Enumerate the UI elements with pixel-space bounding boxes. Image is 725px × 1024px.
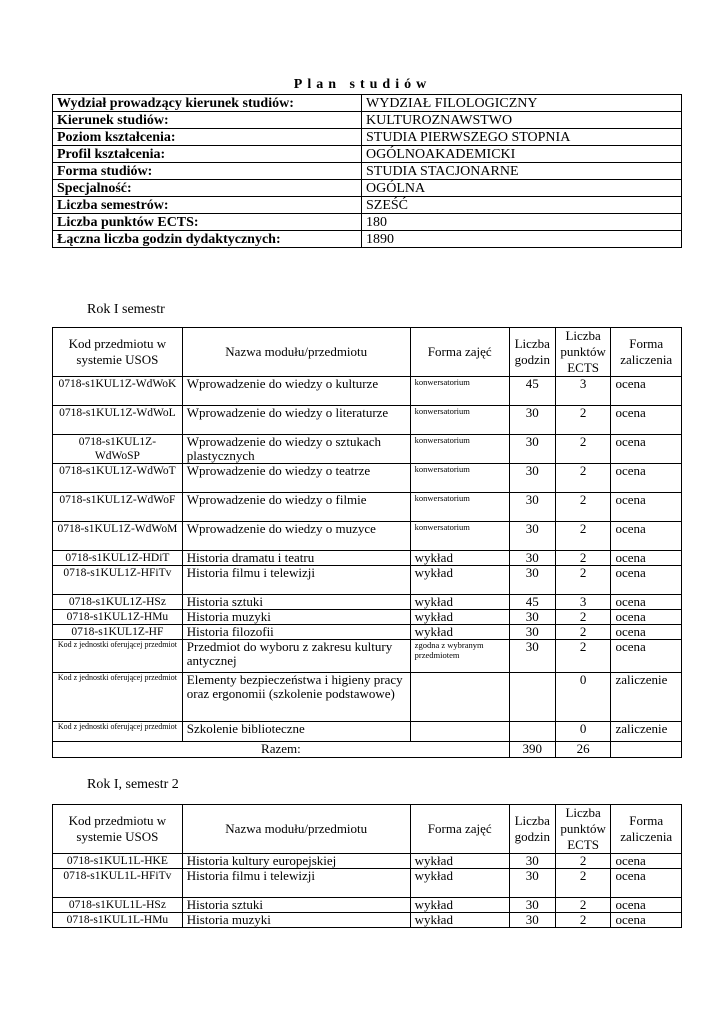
course-assessment: zaliczenie [611, 673, 682, 722]
course-code: 0718-s1KUL1Z-WdWoL [53, 406, 183, 435]
course-ects: 2 [555, 898, 611, 913]
course-form: konwersatorium [410, 406, 509, 435]
total-label: Razem: [53, 742, 510, 758]
header-assessment: Forma zaliczenia [611, 328, 682, 377]
course-assessment: ocena [611, 595, 682, 610]
course-assessment: ocena [611, 625, 682, 640]
course-assessment: zaliczenie [611, 722, 682, 742]
course-ects: 2 [555, 493, 611, 522]
info-value: WYDZIAŁ FILOLOGICZNY [362, 95, 682, 112]
course-name: Historia sztuki [182, 595, 410, 610]
header-name: Nazwa modułu/przedmiotu [182, 328, 410, 377]
course-form: wykład [410, 595, 509, 610]
info-label: Liczba semestrów: [53, 197, 362, 214]
course-hours: 30 [509, 913, 555, 928]
course-hours: 30 [509, 493, 555, 522]
course-name: Wprowadzenie do wiedzy o sztukach plastycznych [182, 435, 410, 464]
course-hours: 45 [509, 595, 555, 610]
course-assessment: ocena [611, 854, 682, 869]
course-row [53, 869, 682, 898]
course-name: Wprowadzenie do wiedzy o muzyce [182, 522, 410, 551]
course-assessment: ocena [611, 522, 682, 551]
course-hours: 30 [509, 625, 555, 640]
course-code: 0718-s1KUL1Z-HF [53, 625, 183, 640]
page-title: Plan studiów [293, 77, 432, 92]
course-assessment: ocena [611, 435, 682, 464]
header-form: Forma zajęć [410, 805, 509, 854]
course-ects: 3 [555, 595, 611, 610]
info-row [53, 112, 682, 129]
course-hours [509, 722, 555, 742]
info-value: OGÓLNA [362, 180, 682, 197]
course-code: 0718-s1KUL1Z-HMu [53, 610, 183, 625]
info-value: KULTUROZNAWSTWO [362, 112, 682, 129]
course-name: Elementy bezpieczeństwa i higieny pracy oraz ergonomii (szkolenie podstawowe) [182, 673, 410, 722]
course-code: 0718-s1KUL1L-HMu [53, 913, 183, 928]
course-ects: 2 [555, 625, 611, 640]
course-hours: 30 [509, 640, 555, 673]
total-ects: 26 [555, 742, 611, 758]
course-ects: 2 [555, 464, 611, 493]
course-assessment: ocena [611, 464, 682, 493]
info-label: Profil kształcenia: [53, 146, 362, 163]
course-assessment: ocena [611, 551, 682, 566]
course-name: Przedmiot do wyboru z zakresu kultury antycznej [182, 640, 410, 673]
course-form: wykład [410, 854, 509, 869]
course-code: 0718-s1KUL1Z-WdWoF [53, 493, 183, 522]
course-name: Historia muzyki [182, 610, 410, 625]
course-ects: 2 [555, 522, 611, 551]
course-ects: 2 [555, 610, 611, 625]
course-form: wykład [410, 566, 509, 595]
course-row [53, 464, 682, 493]
header-hours: Liczba godzin [509, 805, 555, 854]
course-ects: 2 [555, 913, 611, 928]
semester1-table [52, 327, 682, 758]
course-hours: 30 [509, 610, 555, 625]
semester1-total-row [53, 742, 682, 758]
course-assessment: ocena [611, 377, 682, 406]
course-row [53, 640, 682, 673]
course-form: konwersatorium [410, 464, 509, 493]
course-code: Kod z jednostki oferującej przedmiot [53, 722, 183, 742]
course-row [53, 913, 682, 928]
course-ects: 2 [555, 551, 611, 566]
semester2-title: Rok I, semestr 2 [87, 777, 179, 792]
course-hours: 30 [509, 551, 555, 566]
course-code: 0718-s1KUL1L-HSz [53, 898, 183, 913]
info-label: Forma studiów: [53, 163, 362, 180]
course-hours: 30 [509, 854, 555, 869]
course-hours: 45 [509, 377, 555, 406]
course-ects: 2 [555, 566, 611, 595]
header-form: Forma zajęć [410, 328, 509, 377]
course-ects: 2 [555, 869, 611, 898]
course-ects: 0 [555, 673, 611, 722]
course-name: Historia filmu i telewizji [182, 566, 410, 595]
info-label: Poziom kształcenia: [53, 129, 362, 146]
course-hours: 30 [509, 464, 555, 493]
course-code: 0718-s1KUL1Z-WdWoM [53, 522, 183, 551]
course-form [410, 673, 509, 722]
course-ects: 2 [555, 435, 611, 464]
course-row [53, 673, 682, 722]
course-row [53, 493, 682, 522]
course-form: wykład [410, 551, 509, 566]
course-name: Wprowadzenie do wiedzy o filmie [182, 493, 410, 522]
info-row [53, 231, 682, 248]
course-assessment: ocena [611, 640, 682, 673]
total-assessment-empty [611, 742, 682, 758]
course-row [53, 522, 682, 551]
course-name: Historia filozofii [182, 625, 410, 640]
course-code: Kod z jednostki oferującej przedmiot [53, 673, 183, 722]
course-code: 0718-s1KUL1L-HKE [53, 854, 183, 869]
course-form: konwersatorium [410, 435, 509, 464]
course-row [53, 854, 682, 869]
course-assessment: ocena [611, 566, 682, 595]
course-form: konwersatorium [410, 522, 509, 551]
course-name: Historia sztuki [182, 898, 410, 913]
info-row [53, 146, 682, 163]
info-row [53, 95, 682, 112]
course-row [53, 566, 682, 595]
course-hours [509, 673, 555, 722]
course-form: zgodna z wybranym przedmiotem [410, 640, 509, 673]
course-row [53, 610, 682, 625]
info-label: Kierunek studiów: [53, 112, 362, 129]
course-hours: 30 [509, 406, 555, 435]
course-hours: 30 [509, 522, 555, 551]
info-value: STUDIA PIERWSZEGO STOPNIA [362, 129, 682, 146]
course-name: Wprowadzenie do wiedzy o literaturze [182, 406, 410, 435]
course-row [53, 625, 682, 640]
course-row [53, 898, 682, 913]
course-row [53, 406, 682, 435]
course-name: Wprowadzenie do wiedzy o kulturze [182, 377, 410, 406]
course-code: 0718-s1KUL1Z-WdWoK [53, 377, 183, 406]
course-form: wykład [410, 898, 509, 913]
course-form [410, 722, 509, 742]
course-code: 0718-s1KUL1L-HFiTv [53, 869, 183, 898]
course-row [53, 722, 682, 742]
course-row [53, 551, 682, 566]
course-hours: 30 [509, 435, 555, 464]
course-form: wykład [410, 610, 509, 625]
course-form: konwersatorium [410, 377, 509, 406]
course-row [53, 595, 682, 610]
info-row [53, 214, 682, 231]
course-name: Historia muzyki [182, 913, 410, 928]
course-ects: 2 [555, 640, 611, 673]
course-code: 0718-s1KUL1Z-WdWoSP [53, 435, 183, 464]
course-code: Kod z jednostki oferującej przedmiot [53, 640, 183, 673]
course-assessment: ocena [611, 610, 682, 625]
course-assessment: ocena [611, 913, 682, 928]
info-row [53, 163, 682, 180]
info-value: SZEŚĆ [362, 197, 682, 214]
info-label: Liczba punktów ECTS: [53, 214, 362, 231]
info-label: Specjalność: [53, 180, 362, 197]
header-assessment: Forma zaliczenia [611, 805, 682, 854]
course-ects: 2 [555, 406, 611, 435]
course-name: Historia filmu i telewizji [182, 869, 410, 898]
info-value: STUDIA STACJONARNE [362, 163, 682, 180]
course-ects: 3 [555, 377, 611, 406]
info-row [53, 197, 682, 214]
course-form: konwersatorium [410, 493, 509, 522]
info-label: Wydział prowadzący kierunek studiów: [53, 95, 362, 112]
course-name: Szkolenie biblioteczne [182, 722, 410, 742]
course-hours: 30 [509, 869, 555, 898]
info-value: 1890 [362, 231, 682, 248]
course-assessment: ocena [611, 493, 682, 522]
course-form: wykład [410, 625, 509, 640]
course-hours: 30 [509, 566, 555, 595]
course-assessment: ocena [611, 898, 682, 913]
course-ects: 0 [555, 722, 611, 742]
course-name: Historia dramatu i teatru [182, 551, 410, 566]
info-row [53, 180, 682, 197]
header-ects: Liczba punktów ECTS [555, 328, 611, 377]
header-name: Nazwa modułu/przedmiotu [182, 805, 410, 854]
course-form: wykład [410, 869, 509, 898]
header-code: Kod przedmiotu w systemie USOS [53, 328, 183, 377]
course-assessment: ocena [611, 406, 682, 435]
course-assessment: ocena [611, 869, 682, 898]
total-hours: 390 [509, 742, 555, 758]
info-row [53, 129, 682, 146]
header-ects: Liczba punktów ECTS [555, 805, 611, 854]
course-name: Historia kultury europejskiej [182, 854, 410, 869]
semester1-title: Rok I semestr [87, 302, 165, 317]
course-code: 0718-s1KUL1Z-HFiTv [53, 566, 183, 595]
info-label: Łączna liczba godzin dydaktycznych: [53, 231, 362, 248]
course-code: 0718-s1KUL1Z-HSz [53, 595, 183, 610]
program-info-table [52, 94, 682, 248]
course-form: wykład [410, 913, 509, 928]
course-row [53, 435, 682, 464]
course-hours: 30 [509, 898, 555, 913]
course-row [53, 377, 682, 406]
info-value: OGÓLNOAKADEMICKI [362, 146, 682, 163]
course-name: Wprowadzenie do wiedzy o teatrze [182, 464, 410, 493]
course-ects: 2 [555, 854, 611, 869]
course-code: 0718-s1KUL1Z-WdWoT [53, 464, 183, 493]
semester2-table [52, 804, 682, 928]
course-code: 0718-s1KUL1Z-HDiT [53, 551, 183, 566]
header-hours: Liczba godzin [509, 328, 555, 377]
header-code: Kod przedmiotu w systemie USOS [53, 805, 183, 854]
info-value: 180 [362, 214, 682, 231]
